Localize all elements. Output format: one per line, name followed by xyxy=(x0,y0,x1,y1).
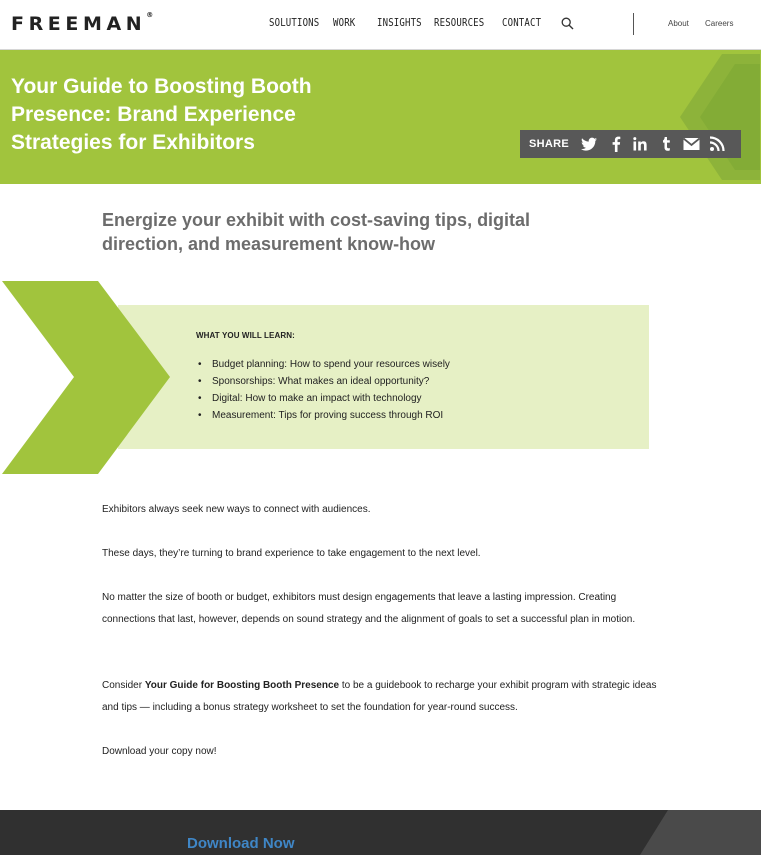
linkedin-icon[interactable] xyxy=(632,136,649,152)
paragraph-text: Consider xyxy=(102,680,145,691)
tumblr-icon[interactable] xyxy=(658,136,675,152)
learn-chevron-graphic xyxy=(0,281,172,474)
body-paragraph: No matter the size of booth or budget, exhibitors must design engagements that leave a lasting impression. Creating connections that last, however, depends on sound strategy and the alignment of goals to set a successful plan in motion. xyxy=(102,592,636,625)
download-bar xyxy=(0,810,761,855)
paragraph-text: to be a guidebook to recharge your exhibit program with strategic ideas and tips — including a bonus strategy worksheet to set the foundation for year-round success. xyxy=(102,680,657,713)
twitter-icon[interactable] xyxy=(581,136,598,152)
email-icon[interactable] xyxy=(683,136,700,152)
nav-contact[interactable]: CONTACT xyxy=(502,16,542,29)
logo-text: FREEMAN xyxy=(11,13,147,35)
body-paragraph: These days, they’re turning to brand experience to take engagement to the next level. xyxy=(102,548,481,559)
hero-banner xyxy=(0,50,761,184)
share-bar xyxy=(520,130,741,158)
learn-heading: WHAT YOU WILL LEARN: xyxy=(196,331,295,340)
nav-work[interactable]: WORK xyxy=(333,16,356,29)
hero-chevron-graphic xyxy=(680,54,760,180)
search-icon[interactable] xyxy=(561,17,574,30)
learn-list xyxy=(196,358,450,426)
freeman-logo[interactable] xyxy=(11,13,153,35)
body-paragraph: Exhibitors always seek new ways to connect with audiences. xyxy=(102,504,371,515)
site-header xyxy=(0,0,761,50)
body-paragraph xyxy=(102,675,662,719)
nav-careers[interactable]: Careers xyxy=(705,19,734,28)
nav-resources[interactable]: RESOURCES xyxy=(434,16,485,29)
header-divider xyxy=(633,13,634,35)
list-item: • Measurement: Tips for proving success through ROI xyxy=(196,409,450,426)
body-paragraph: Download your copy now! xyxy=(102,746,217,757)
list-item: • Digital: How to make an impact with technology xyxy=(196,392,450,409)
nav-about[interactable]: About xyxy=(668,19,689,28)
rss-icon[interactable] xyxy=(709,136,726,152)
nav-solutions[interactable]: SOLUTIONS xyxy=(269,16,320,29)
footer-chevron-graphic xyxy=(640,810,761,855)
page-title: Your Guide to Boosting Booth Presence: Brand Experience Strategies for Exhibitors xyxy=(11,75,312,154)
list-item: • Sponsorships: What makes an ideal opportunity? xyxy=(196,375,450,392)
guide-name: Your Guide for Boosting Booth Presence xyxy=(144,680,340,691)
nav-insights[interactable]: INSIGHTS xyxy=(377,16,422,29)
page-subtitle: Energize your exhibit with cost-saving tips, digital direction, and measurement know-how xyxy=(102,210,531,254)
share-label: SHARE xyxy=(529,138,570,150)
logo-registered-mark: ® xyxy=(146,11,154,19)
download-now-link[interactable]: Download Now xyxy=(187,835,295,852)
facebook-icon[interactable] xyxy=(608,136,625,152)
list-item: • Budget planning: How to spend your resources wisely xyxy=(196,358,450,375)
